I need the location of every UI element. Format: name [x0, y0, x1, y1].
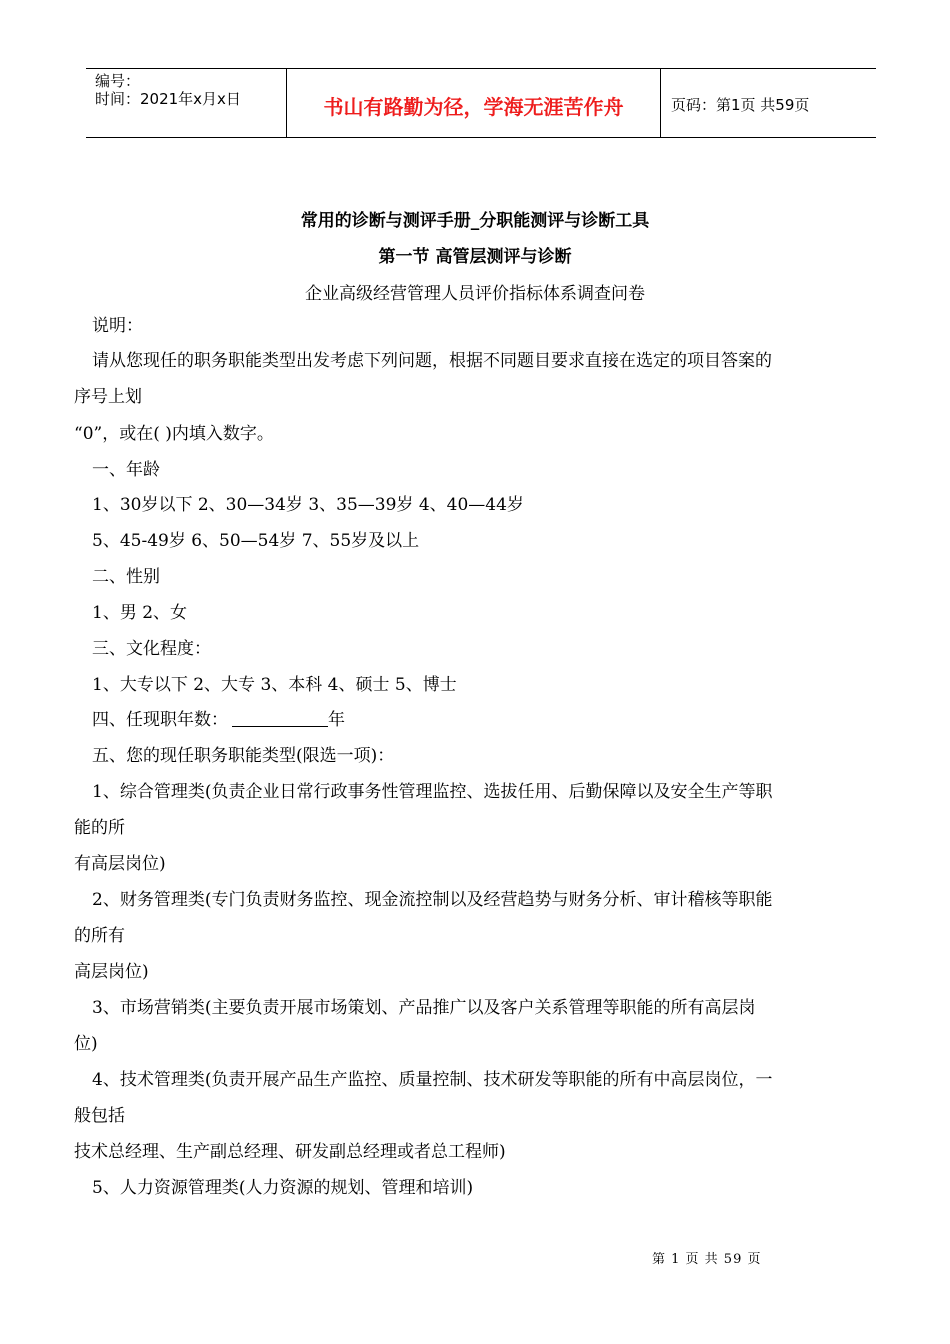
role-option-line: 5、人力资源管理类(人力资源的规划、管理和培训) [92, 1178, 474, 1198]
role-option-line: 的所有 [74, 926, 125, 946]
page-footer: 第 1 页 共 59 页 [652, 1252, 762, 1267]
role-option-line: 2、财务管理类(专门负责财务监控、现金流控制以及经营趋势与财务分析、审计稽核等职能 [92, 890, 773, 910]
role-option-line: 有高层岗位) [74, 854, 166, 874]
question-heading-gender: 二、性别 [92, 567, 160, 587]
age-options: 1、30岁以下 2、30—34岁 3、35—39岁 4、40—44岁 [92, 495, 524, 515]
document-title: 常用的诊断与测评手册_分职能测评与诊断工具 [300, 211, 650, 231]
tenure-question [92, 709, 345, 731]
header-info-cell [86, 69, 287, 137]
role-option-line: 1、综合管理类(负责企业日常行政事务性管理监控、选拔任用、后勤保障以及安全生产等职 [92, 782, 773, 802]
instruction-line: 序号上划 [74, 387, 142, 407]
role-option-line: 位) [74, 1034, 98, 1054]
header-motto: 书山有路勤为径，学海无涯苦作舟 [287, 69, 661, 137]
role-option-line: 高层岗位) [74, 962, 149, 982]
question-heading-role: 五、您的现任职务职能类型(限选一项)： [92, 746, 395, 766]
role-option-line: 4、技术管理类(负责开展产品生产监控、质量控制、技术研发等职能的所有中高层岗位，一 [92, 1070, 773, 1090]
question-heading-age: 一、年龄 [92, 460, 160, 480]
survey-title: 企业高级经营管理人员评价指标体系调查问卷 [305, 284, 645, 304]
role-option-line: 般包括 [74, 1106, 125, 1126]
gender-options: 1、男 2、女 [92, 603, 188, 623]
tenure-blank [232, 710, 328, 727]
instruction-line: “0”，或在( )内填入数字。 [74, 424, 274, 444]
header-page-info: 页码：第1页 共59页 [671, 95, 810, 114]
tenure-label: 四、任现职年数： [92, 710, 228, 730]
role-option-line: 3、市场营销类(主要负责开展市场策划、产品推广以及客户关系管理等职能的所有高层岗 [92, 998, 756, 1018]
role-option-line: 技术总经理、生产副总经理、研发副总经理或者总工程师) [74, 1142, 506, 1162]
page-header [86, 68, 876, 138]
instruction-line: 请从您现任的职务职能类型出发考虑下列问题，根据不同题目要求直接在选定的项目答案的 [92, 351, 772, 371]
section-title: 第一节 高管层测评与诊断 [378, 247, 572, 267]
education-options: 1、大专以下 2、大专 3、本科 4、硕士 5、博士 [92, 675, 457, 695]
role-option-line: 能的所 [74, 818, 125, 838]
number-label: 编号： [95, 72, 141, 90]
age-options: 5、45-49岁 6、50—54岁 7、55岁及以上 [92, 531, 420, 551]
tenure-unit: 年 [328, 710, 345, 730]
question-heading-education: 三、文化程度： [92, 639, 211, 659]
time-label: 时间：2021年x月x日 [95, 90, 241, 108]
note-label: 说明： [92, 316, 143, 336]
